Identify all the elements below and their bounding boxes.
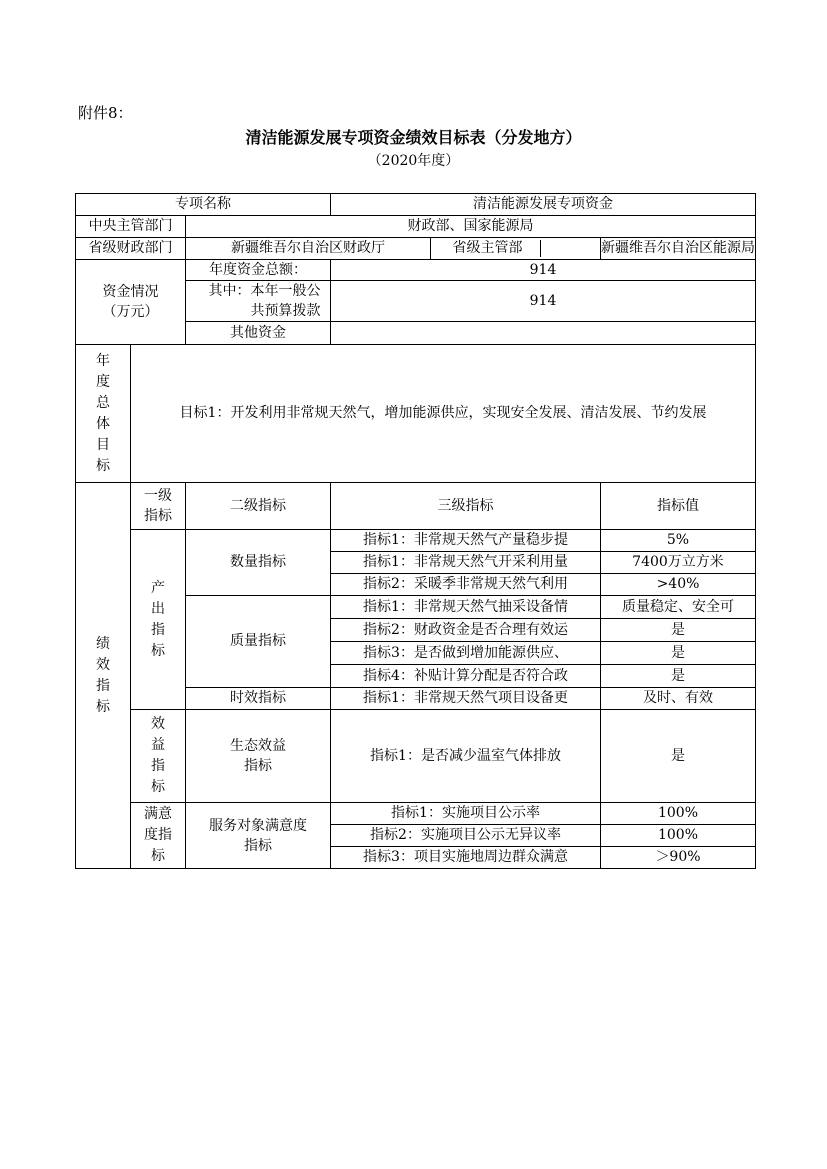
central-dept-value: 财政部、国家能源局 xyxy=(186,216,756,238)
goal-label-text: 年度总体目标 xyxy=(96,352,110,474)
funds-other-label: 其他资金 xyxy=(186,322,331,345)
project-name-label: 专项名称 xyxy=(76,194,331,216)
document-subtitle: （2020年度） xyxy=(367,153,460,169)
indicator-value: 100% xyxy=(601,825,756,847)
funds-general-label xyxy=(186,281,331,322)
indicator-name: 指标2：实施项目公示无异议率 xyxy=(331,825,601,847)
indicator-name: 指标1：非常规天然气抽采设备情 xyxy=(331,596,601,619)
funds-general-label-text: 其中：本年一般公共预算拨款 xyxy=(208,283,321,319)
value-header: 指标值 xyxy=(601,483,756,530)
goal-label xyxy=(76,345,131,483)
central-dept-label: 中央主管部门 xyxy=(76,216,186,238)
indicator-name: 指标2：财政资金是否合理有效运 xyxy=(331,619,601,642)
timeliness-label: 时效指标 xyxy=(186,688,331,710)
indicator-name: 指标3：项目实施地周边群众满意 xyxy=(331,847,601,869)
satisfaction-label-text: 满意度指标 xyxy=(144,806,172,864)
project-name-value: 清洁能源发展专项资金 xyxy=(331,194,756,216)
service-label-text: 服务对象满意度指标 xyxy=(209,817,307,854)
goal-text: 目标1：开发利用非常规天然气，增加能源供应，实现安全发展、清洁发展、节约发展 xyxy=(131,345,756,483)
indicator-value: >40% xyxy=(601,574,756,596)
ecological-label-text: 生态效益指标 xyxy=(230,738,286,774)
prov-dept-label: 省级主管部 xyxy=(435,240,541,257)
indicator-name: 指标1：是否减少温室气体排放 xyxy=(331,710,601,803)
document-title: 清洁能源发展专项资金绩效目标表（分发地方） xyxy=(245,128,582,147)
quantity-label: 数量指标 xyxy=(186,530,331,596)
benefit-label xyxy=(131,710,186,803)
performance-label-text: 绩效指标 xyxy=(96,635,110,715)
indicator-value: 是 xyxy=(601,642,756,665)
funds-label xyxy=(76,260,186,345)
prov-finance-label: 省级财政部门 xyxy=(76,238,186,260)
performance-target-table xyxy=(75,193,756,869)
benefit-label-text: 效益指标 xyxy=(151,716,165,795)
performance-label xyxy=(76,483,131,869)
level1-header-text: 一级指标 xyxy=(144,488,172,524)
funds-total-value: 914 xyxy=(331,260,756,281)
indicator-value: 是 xyxy=(601,710,756,803)
service-label xyxy=(186,803,331,869)
output-label xyxy=(131,530,186,710)
output-label-text: 产出指标 xyxy=(151,579,165,659)
indicator-value: 质量稳定、安全可 xyxy=(601,596,756,619)
level1-header xyxy=(131,483,186,530)
indicator-name: 指标3：是否做到增加能源供应、 xyxy=(331,642,601,665)
prov-finance-value: 新疆维吾尔自治区财政厅 xyxy=(186,238,431,260)
indicator-name: 指标1：非常规天然气项目设备更 xyxy=(331,688,601,710)
indicator-name: 指标1：实施项目公示率 xyxy=(331,803,601,825)
indicator-name: 指标4：补贴计算分配是否符合政 xyxy=(331,665,601,688)
funds-other-value xyxy=(331,322,756,345)
indicator-value: ＞90% xyxy=(601,847,756,869)
funds-general-value: 914 xyxy=(331,281,756,322)
satisfaction-label xyxy=(131,803,186,869)
prov-dept-value-a xyxy=(541,240,601,257)
funds-total-label: 年度资金总额： xyxy=(186,260,331,281)
funds-label-text: 资金情况（万元） xyxy=(102,284,159,320)
indicator-value: 100% xyxy=(601,803,756,825)
quality-label: 质量指标 xyxy=(186,596,331,688)
level2-header: 二级指标 xyxy=(186,483,331,530)
indicator-name: 指标1：非常规天然气产量稳步提 xyxy=(331,530,601,552)
indicator-value: 及时、有效 xyxy=(601,688,756,710)
indicator-value: 是 xyxy=(601,665,756,688)
prov-dept-split xyxy=(435,240,600,257)
indicator-name: 指标1：非常规天然气开采利用量 xyxy=(331,552,601,574)
ecological-label xyxy=(186,710,331,803)
indicator-value: 是 xyxy=(601,619,756,642)
indicator-value: 5% xyxy=(601,530,756,552)
indicator-value: 7400万立方米 xyxy=(601,552,756,574)
indicator-name: 指标2：采暖季非常规天然气利用 xyxy=(331,574,601,596)
prov-dept-cell xyxy=(431,238,601,260)
prov-dept-value: 新疆维吾尔自治区能源局 xyxy=(601,238,756,260)
attachment-label: 附件8： xyxy=(78,104,133,122)
level3-header: 三级指标 xyxy=(331,483,601,530)
